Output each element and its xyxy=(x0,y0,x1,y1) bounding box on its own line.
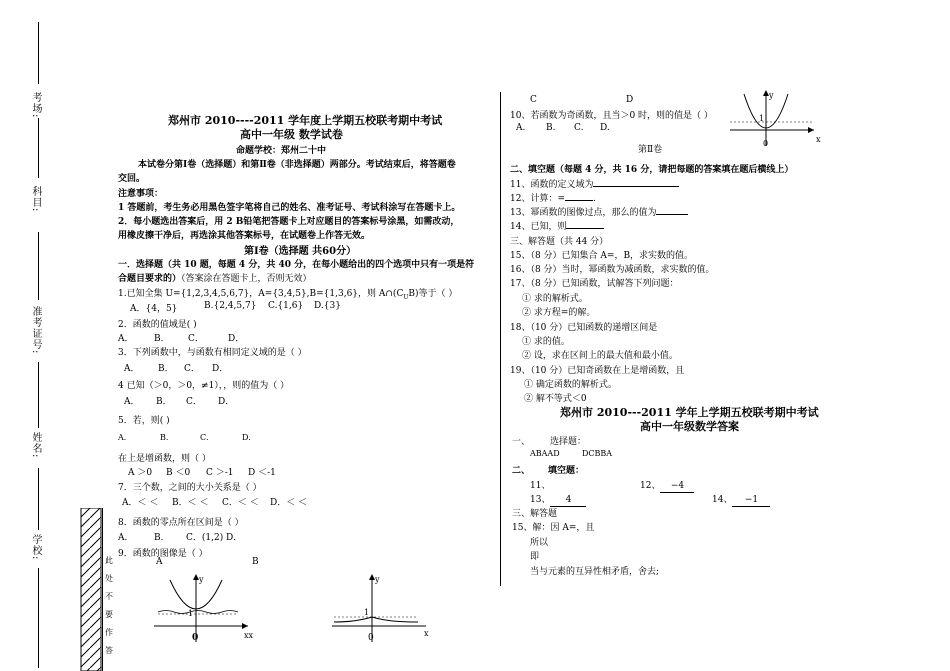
question-17: 17、（8 分）已知函数，试解答下列问题： xyxy=(510,279,679,289)
q6-option: D ＜-1 xyxy=(248,468,276,478)
q2-option: C． xyxy=(188,334,204,344)
section-1-heading-cont: 合题目要求的）（答案涂在答题卡上，否则无效） xyxy=(118,274,312,284)
label-name: 姓名: xyxy=(30,432,41,459)
graph-label-c: C xyxy=(530,95,537,105)
q1-option: D.{3} xyxy=(314,301,341,311)
answer-subtitle: 高中一年级数学答案 xyxy=(640,420,739,433)
q10-option: A. xyxy=(516,123,526,133)
q2-option: B． xyxy=(154,334,170,344)
q1-option: B.{2,4,5,7} xyxy=(204,301,257,311)
binding-line xyxy=(38,118,39,178)
question-8: 8．函数的零点所在区间是（ ） xyxy=(118,518,244,528)
answer-section-1: 一、 选择题： xyxy=(512,437,587,447)
answer-15-line: 即 xyxy=(530,552,540,562)
binding-line xyxy=(38,232,39,300)
q5-option: B． xyxy=(160,433,174,442)
question-3: 3．下列函数中，与函数有相同定义域的是（ ） xyxy=(118,348,307,358)
question-16: 16、（8 分）当时，幂函数为减函数，求实数的值。 xyxy=(510,265,715,275)
q2-option: A． xyxy=(118,334,134,344)
intro-line: 本试卷分第Ⅰ卷（选择题）和第Ⅱ卷（非选择题）两部分。考试结束后，将答题卷 xyxy=(138,160,456,170)
q2-option: D． xyxy=(228,334,245,344)
label-ticket-number: 准考证号: xyxy=(30,306,41,355)
question-5: 5．若，则( ) xyxy=(118,416,170,426)
q1-option: C.{1,6} xyxy=(268,301,304,311)
question-14: 14、已知，则 xyxy=(510,219,604,232)
part-1-heading: 第Ⅰ卷（选择题 共60分） xyxy=(244,246,357,257)
q17-part-2: ② 求方程=的解。 xyxy=(522,308,596,318)
question-6: 在上是增函数，则（ ） xyxy=(118,454,211,464)
q19-part-1: ① 确定函数的解析式。 xyxy=(524,380,617,390)
section-1-heading: 一．选择题（共 10 题，每题 4 分，共 40 分，在每小题给出的四个选项中只有一项是符 xyxy=(118,260,475,270)
q5-option: D． xyxy=(242,433,257,442)
question-7: 7．三个数，之间的大小关系是（ ） xyxy=(118,483,262,493)
q10-option: D. xyxy=(600,123,610,133)
exam-subtitle: 高中一年级 数学试卷 xyxy=(240,128,343,141)
q8-option: C．(1,2) xyxy=(186,533,224,543)
answer-choice-group: ABAAD xyxy=(530,449,560,458)
note-2: 2．每小题选出答案后，用 2 B铅笔把答题卡上对应题目的答案标号涂黑，如需改动， xyxy=(118,217,460,227)
graph-a-y-label: y xyxy=(199,575,204,584)
graph-label-d: D xyxy=(626,95,634,105)
graph-a-origin-label: 0 xyxy=(192,633,199,643)
q3-option: B． xyxy=(158,364,174,374)
q18-part-2: ② 设，求在区间上的最大值和最小值。 xyxy=(522,351,678,361)
q3-option: A． xyxy=(124,364,140,374)
q1-option: A．{4，5} xyxy=(130,304,178,314)
notes-title: 注意事项： xyxy=(118,189,164,199)
question-2: 2．函数的值域是( ) xyxy=(118,320,197,330)
answer-11: 11、 xyxy=(530,481,551,491)
q18-part-1: ① 求的值。 xyxy=(522,337,570,347)
graph-a xyxy=(148,572,258,644)
answer-choice-group: DCBBA xyxy=(582,449,613,458)
binding-line xyxy=(38,568,39,668)
question-19: 19、（10 分）已知奇函数在上是增函数，且 xyxy=(510,366,685,376)
question-15: 15、（8 分）已知集合 A=，B，求实数的值。 xyxy=(510,251,694,261)
q3-option: C． xyxy=(184,364,200,374)
q4-option: B． xyxy=(156,397,172,407)
question-10: 10、若函数为奇函数，且当＞0 时，则的值是（ ） xyxy=(510,111,713,121)
answer-section-3: 三、解答题 xyxy=(512,509,558,519)
section-3-heading: 三、解答题（共 44 分） xyxy=(510,237,609,247)
graph-b-one-label: 1 xyxy=(364,608,370,617)
q6-option: B ＜0 xyxy=(166,468,191,478)
q4-option: A． xyxy=(124,397,140,407)
answer-section-2: 二、 填空题： xyxy=(512,466,585,476)
q3-option: D． xyxy=(212,364,229,374)
q17-part-1: ① 求的解析式。 xyxy=(522,294,588,304)
graph-d-one-label: 1 xyxy=(759,114,765,123)
question-18: 18、（10 分）已知函数的递增区间是 xyxy=(510,323,658,333)
answer-14: 14、 −1 xyxy=(712,492,770,507)
answer-12: 12、 −4 xyxy=(640,478,694,493)
question-12: 12、计算：= . xyxy=(510,191,596,204)
binding-line xyxy=(38,362,39,428)
section-2-heading: 二、填空题（每题 4 分，共 16 分，请把每题的答案填在题后横线上） xyxy=(510,165,794,175)
label-school: 学校: xyxy=(30,534,41,561)
graph-b-y-label: y xyxy=(375,575,380,584)
q10-option: C. xyxy=(574,123,584,133)
answer-15-line: 当与元素的互异性相矛盾，舍去; xyxy=(530,567,660,577)
q5-option: A． xyxy=(118,433,132,442)
question-1: 1.已知全集 U={1,2,3,4,5,6,7}，A={3,4,5},B={1,3,6}，则 $A\cap(C_UB)$等于（ ） xyxy=(118,289,458,301)
question-13: 13、幂函数的图像过点，那么的值为 xyxy=(510,205,688,218)
graph-d-x-label: x xyxy=(816,135,821,144)
question-9: 9．函数的图像是（ ） xyxy=(118,549,208,559)
q6-option: A ＞0 xyxy=(128,468,153,478)
seal-text: 此 处 不 要 作 答 xyxy=(105,556,113,655)
graph-label-a: A xyxy=(156,557,163,567)
answer-13: 13、 4 xyxy=(530,492,586,507)
note-2b: 用橡皮擦干净后，再选涂其他答案标号，在试题卷上作答无效。 xyxy=(118,231,371,241)
graph-b-origin-label: 0 xyxy=(368,633,374,643)
graph-b-x-label: x xyxy=(424,629,429,638)
intro-line: 交回。 xyxy=(118,174,146,184)
seal-line xyxy=(102,508,103,671)
graph-d xyxy=(726,88,826,150)
binding-line xyxy=(38,22,39,84)
graph-d-origin-label: 0 xyxy=(763,139,769,148)
q10-option: B. xyxy=(546,123,556,133)
graph-a-one-label: 1 xyxy=(188,609,194,618)
graph-d-y-label: y xyxy=(769,91,774,100)
seal-hatch-strip xyxy=(80,508,102,671)
answer-15-line: 所以 xyxy=(530,538,549,548)
page-divider xyxy=(500,92,501,586)
label-exam-room: 考场: xyxy=(30,92,41,119)
q8-option: A． xyxy=(118,533,134,543)
question-4: 4 已知（＞0，＞0，≠1），，则的值为（ ） xyxy=(118,381,290,391)
label-subject: 科目: xyxy=(30,186,41,213)
q6-option: C ＞-1 xyxy=(206,468,234,478)
binding-line xyxy=(38,468,39,530)
answer-title: 郑州市 2010---2011 学年上学期五校联考期中考试 xyxy=(560,406,819,419)
q8-option: B． xyxy=(154,533,170,543)
answer-15: 15、解：因 A=，且 xyxy=(512,523,595,533)
q7-option: A．＜ ＜ xyxy=(122,498,159,508)
graph-a-x-label: xx xyxy=(244,631,254,640)
part-2-heading: 第Ⅱ卷 xyxy=(638,145,663,155)
exam-title: 郑州市 2010----2011 学年度上学期五校联考期中考试 xyxy=(168,114,443,127)
question-11: 11、函数的定义域为 xyxy=(510,177,679,190)
q7-option: B．＜ ＜ xyxy=(172,498,209,508)
q7-option: D．＜ ＜ xyxy=(270,498,308,508)
q19-part-2: ② 解不等式＜0 xyxy=(524,394,587,404)
graph-b xyxy=(326,572,436,644)
q5-option: C． xyxy=(200,433,215,442)
setting-school: 命题学校：郑州二十中 xyxy=(236,146,327,156)
q4-option: D． xyxy=(218,397,235,407)
q7-option: C．＜ ＜ xyxy=(222,498,259,508)
q4-option: C． xyxy=(186,397,202,407)
q8-option: D． xyxy=(226,533,243,543)
note-1: 1 答题前，考生务必用黑色签字笔将自己的姓名、准考证号、考试科涂写在答题卡上。 xyxy=(118,203,461,213)
graph-label-b: B xyxy=(252,557,259,567)
